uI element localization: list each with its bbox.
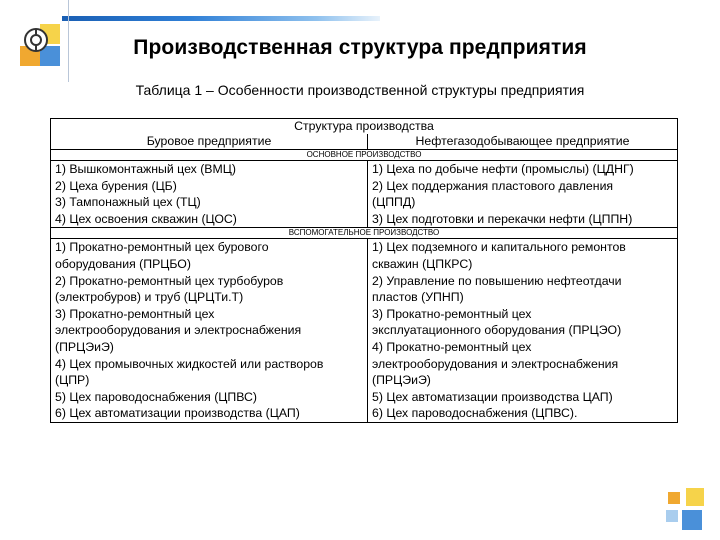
page-title: Производственная структура предприятия <box>133 36 587 59</box>
list-item: 2) Управление по повышению нефтеотдачи <box>372 273 622 288</box>
list-item: (электробуров) и труб (ЦРЦТи.Т) <box>55 290 244 305</box>
list-item: 2) Цех поддержания пластового давления <box>372 178 614 193</box>
list-item: 4) Цех промывочных жидкостей или растворов <box>55 356 324 371</box>
list-item: пластов (УПНП) <box>372 290 464 305</box>
list-item: эксплуатационного оборудования (ПРЦЭО) <box>372 323 622 338</box>
table-row <box>51 239 678 423</box>
auxiliary-left-cell <box>51 239 368 423</box>
section-label-main: ОСНОВНОЕ ПРОИЗВОДСТВО <box>51 150 678 161</box>
list-item: оборудования (ПРЦБО) <box>55 256 191 271</box>
table-columns-row <box>51 134 678 150</box>
main-left-cell <box>51 161 368 228</box>
main-right-cell <box>368 161 678 228</box>
corner-decoration <box>664 488 714 532</box>
auxiliary-right-cell <box>368 239 678 423</box>
table-caption: Таблица 1 – Особенности производственной структуры предприятия <box>135 82 585 98</box>
top-accent-bar <box>62 16 380 21</box>
section-label-row <box>51 150 678 161</box>
corner-square-lightblue <box>666 510 678 522</box>
list-item: 5) Цех пароводоснабжения (ЦПВС) <box>55 389 258 404</box>
table-header-row <box>51 119 678 135</box>
list-item: 3) Прокатно-ремонтный цех <box>55 306 215 321</box>
production-structure-table <box>50 118 678 423</box>
list-item: (ПРЦЭиЭ) <box>55 339 114 354</box>
list-item: 1) Вышкомонтажный цех (ВМЦ) <box>55 162 236 176</box>
list-item: 4) Прокатно-ремонтный цех <box>372 339 532 354</box>
list-item: 5) Цех автоматизации производства ЦАП) <box>372 389 613 404</box>
header-oil-gas-enterprise: Нефтегазодобывающее предприятие <box>368 134 678 150</box>
corner-square-blue <box>682 510 702 530</box>
list-item: электрооборудования и электроснабжения <box>372 356 619 371</box>
list-item: 2) Цеха бурения (ЦБ) <box>55 178 177 193</box>
list-item: 1) Цех подземного и капитального ремонтов <box>372 240 626 255</box>
list-item: (ЦППД) <box>372 195 416 210</box>
list-item: (ПРЦЭиЭ) <box>372 373 431 388</box>
section-label-row <box>51 228 678 239</box>
list-item: 1) Прокатно-ремонтный цех бурового <box>55 240 269 255</box>
corner-square-orange <box>668 492 680 504</box>
list-item: 4) Цех освоения скважин (ЦОС) <box>55 211 237 226</box>
list-item: скважин (ЦПКРС) <box>372 256 473 271</box>
list-item: (ЦПР) <box>55 373 90 388</box>
list-item: 3) Прокатно-ремонтный цех <box>372 306 532 321</box>
list-item: 3) Тампонажный цех (ТЦ) <box>55 195 201 210</box>
list-item: 6) Цех автоматизации производства (ЦАП) <box>55 406 300 421</box>
table-row <box>51 161 678 228</box>
list-item: электрооборудования и электроснабжения <box>55 323 302 338</box>
header-drilling-enterprise: Буровое предприятие <box>51 134 368 150</box>
header-structure: Структура производства <box>51 119 678 135</box>
list-item: 1) Цеха по добыче нефти (промыслы) (ЦДНГ) <box>372 162 634 176</box>
section-label-auxiliary: ВСПОМОГАТЕЛЬНОЕ ПРОИЗВОДСТВО <box>51 228 678 239</box>
list-item: 6) Цех пароводоснабжения (ЦПВС). <box>372 406 578 421</box>
list-item: 3) Цех подготовки и перекачки нефти (ЦППН) <box>372 211 633 226</box>
list-item: 2) Прокатно-ремонтный цех турбобуров <box>55 273 284 288</box>
corner-square-yellow <box>686 488 704 506</box>
